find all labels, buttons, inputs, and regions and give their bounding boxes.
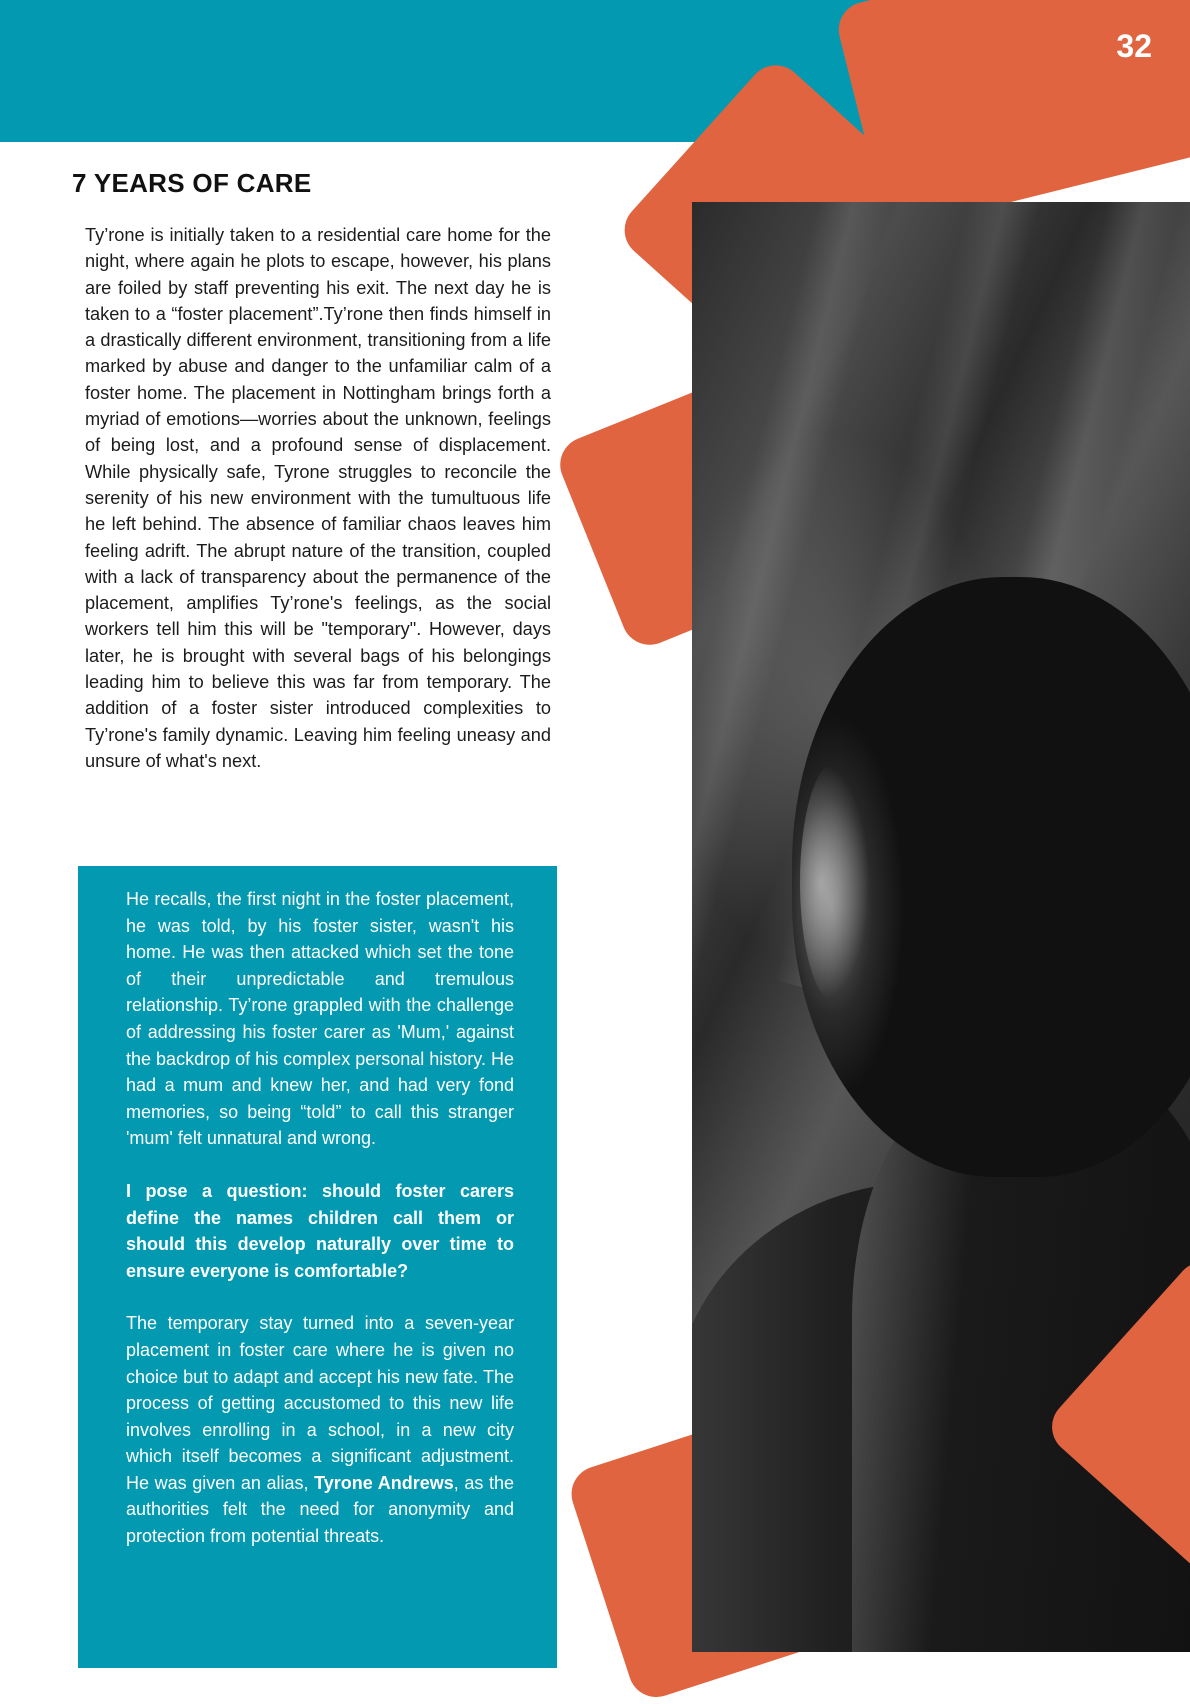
body-paragraph: Ty’rone is initially taken to a residential care home for the night, where again he plots to escape, however, his plans are foiled by staff preventing his exit. The next day he is taken to a “foster placement”.Ty’rone then finds himself in a drastically different environment, transitioning from a life marked by abuse and danger to the unfamiliar calm of a foster home. The placement in Nottingham brings forth a myriad of emotions—worries about the unknown, feelings of being lost, and a profound sense of displacement. While physically safe, Tyrone struggles to reconcile the serenity of his new environment with the tumultuous life he left behind. The absence of familiar chaos leaves him feeling adrift. The abrupt nature of the transition, coupled with a lack of transparency about the permanence of the placement, amplifies Ty’rone's feelings, as the social workers tell him this will be "temporary". However, days later, he is brought with several bags of his belongings leading him to believe this was far from temporary. The addition of a foster sister introduced complexities to Ty’rone's family dynamic. Leaving him feeling uneasy and unsure of what's next.	[85, 225, 551, 771]
callout-box	[78, 866, 557, 1668]
callout-paragraph-3-end: , as the authorities felt the need for anonymity and protection from potential threats.	[126, 1472, 514, 1547]
callout-paragraph-3-start: The temporary stay turned into a seven-year placement in foster care where he is given no choice but to adapt and accept his new fate. The process of getting accustomed to this new life involves enrolling in a school, in a new city which itself becomes a significant adjustment. He was given an alias,	[126, 1313, 514, 1493]
callout-content	[126, 886, 514, 1576]
section-title: 7 YEARS OF CARE	[72, 168, 312, 198]
callout-paragraph-3	[126, 1310, 514, 1549]
callout-paragraph-1: He recalls, the first night in the foster placement, he was told, by his foster sister, wasn't his home. He was then attacked which set the tone of their unpredictable and tremulous relationship. Ty’rone grappled with the challenge of addressing his foster carer as 'Mum,' against the backdrop of his complex personal history. He had a mum and knew her, and had very fond memories, so being “told” to call this stranger 'mum' felt unnatural and wrong.	[126, 889, 514, 1149]
page-number: 32	[1116, 28, 1152, 64]
callout-question: I pose a question: should foster carers define the names children call them or should this develop naturally over time to ensure everyone is comfortable?	[126, 1180, 514, 1281]
face-highlight	[800, 762, 870, 1002]
alias-name: Tyrone Andrews	[314, 1472, 454, 1493]
